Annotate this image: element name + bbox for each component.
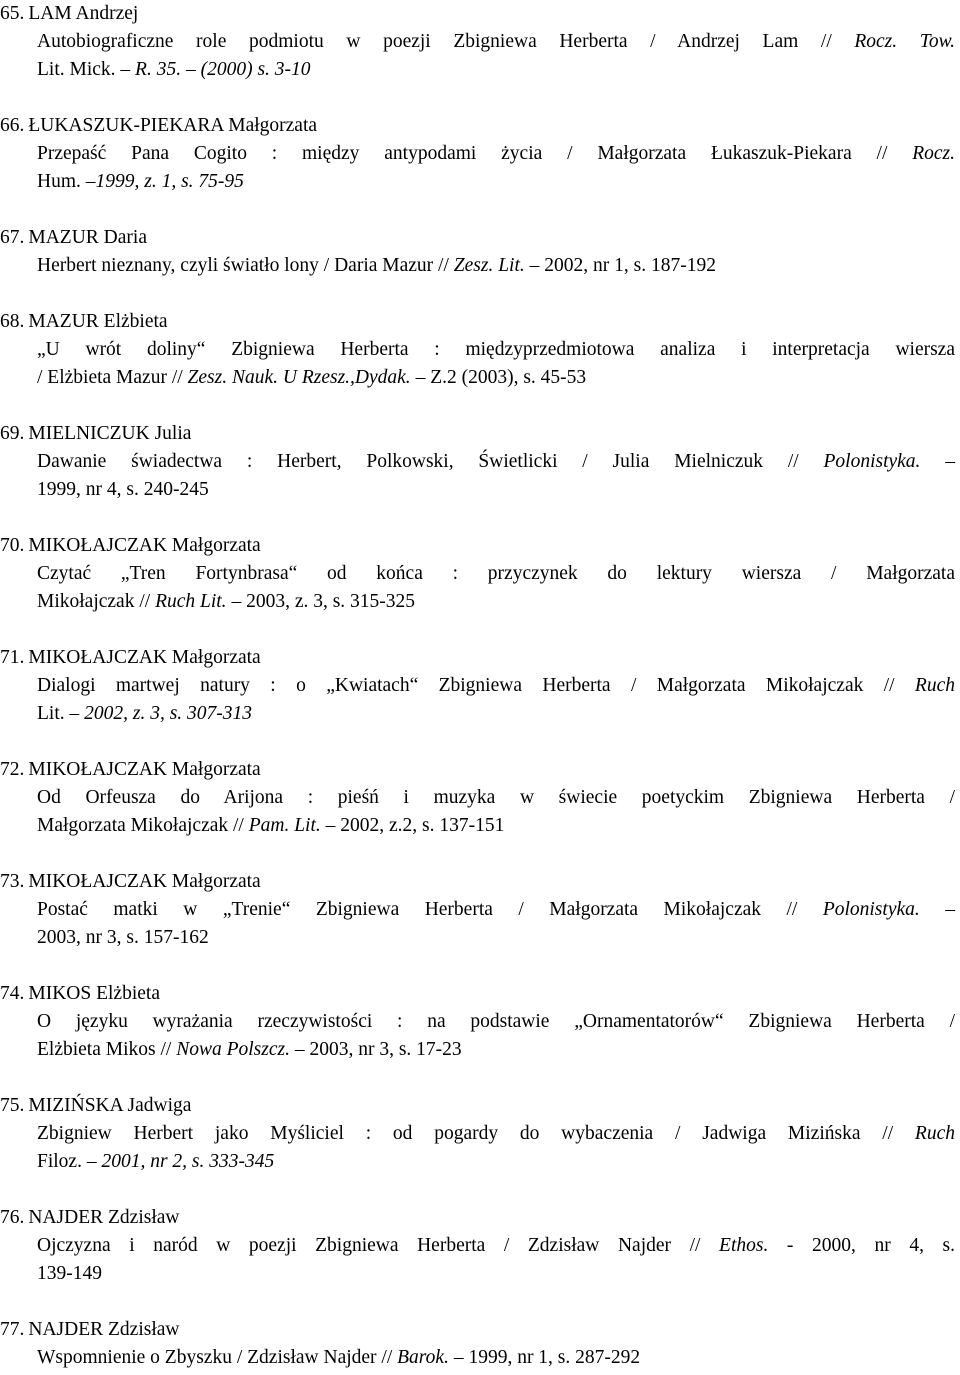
entry-text: – 2003, nr 3, s. 17-23 <box>289 1039 462 1060</box>
entry-text: Wspomnienie o Zbyszku / Zdzisław Najder // <box>37 1347 398 1368</box>
journal-title: –1999, z. 1, s. 75-95 <box>80 171 244 192</box>
entry-text: – 2002, z.2, s. 137-151 <box>320 815 505 836</box>
entry-text: – Z.2 (2003), s. 45-53 <box>410 367 587 388</box>
entry-number: 75. <box>0 1095 25 1116</box>
journal-title: Zesz. Lit. <box>453 255 525 276</box>
entry-line <box>37 784 955 812</box>
entry-text: / Elżbieta Mazur // <box>37 367 188 388</box>
entry-text: – 2003, z. 3, s. 315-325 <box>226 591 416 612</box>
entry-text: „U wrót doliny“ Zbigniewa Herberta : międzyprzedmiotowa analiza i interpretacja wiersza <box>37 339 955 360</box>
entry-line <box>37 56 955 84</box>
entry-description <box>37 784 955 840</box>
entry-description <box>37 1232 955 1288</box>
journal-title: – R. 35. – (2000) s. 3-10 <box>115 59 311 80</box>
entry-text: Herbert nieznany, czyli światło lony / Daria Mazur // <box>37 255 454 276</box>
entry-line <box>37 1232 955 1260</box>
entry-author: NAJDER Zdzisław <box>28 1207 180 1228</box>
entry-heading <box>0 308 168 336</box>
entry-heading <box>0 1092 191 1120</box>
entry-line <box>37 28 955 56</box>
entry-heading <box>0 224 147 252</box>
entry-description <box>37 1120 955 1176</box>
entry-text: Od Orfeusza do Arijona : pieśń i muzyka w świecie poetyckim Zbigniewa Herberta / <box>37 787 955 808</box>
entry-text: Autobiograficzne role podmiotu w poezji Zbigniewa Herberta / Andrzej Lam // <box>37 31 855 52</box>
entry-text: 139-149 <box>37 1263 102 1284</box>
entry-number: 66. <box>0 115 25 136</box>
entry-heading <box>0 756 261 784</box>
entry-author: MIKOŁAJCZAK Małgorzata <box>28 871 261 892</box>
entry-author: LAM Andrzej <box>28 3 139 24</box>
journal-title: Ruch <box>914 675 955 696</box>
entry-text: Zbigniew Herbert jako Myśliciel : od pogardy do wybaczenia / Jadwiga Mizińska // <box>37 1123 915 1144</box>
entry-number: 68. <box>0 311 25 332</box>
entry-line <box>37 1120 955 1148</box>
entry-number: 74. <box>0 983 25 1004</box>
entry-author: MAZUR Daria <box>28 227 147 248</box>
entry-line <box>37 168 955 196</box>
entry-number: 73. <box>0 871 25 892</box>
entry-heading <box>0 980 160 1008</box>
entry-text: Lit. <box>37 703 65 724</box>
journal-title: Pam. Lit. <box>248 815 321 836</box>
entry-heading <box>0 644 261 672</box>
entry-author: ŁUKASZUK-PIEKARA Małgorzata <box>28 115 318 136</box>
entry-text: – <box>920 451 956 472</box>
journal-title: Polonistyka. <box>822 899 920 920</box>
entry-description <box>37 252 955 280</box>
journal-title: Ruch <box>914 1123 955 1144</box>
entry-line <box>37 140 955 168</box>
entry-description <box>37 1008 955 1064</box>
entry-heading <box>0 868 261 896</box>
entry-description <box>37 140 955 196</box>
journal-title: Nowa Polszcz. <box>176 1039 290 1060</box>
entry-description <box>37 448 955 504</box>
journal-title: – 2001, nr 2, s. 333-345 <box>81 1151 275 1172</box>
journal-title: Barok. <box>397 1347 449 1368</box>
journal-title: Ruch Lit. <box>155 591 227 612</box>
entry-line <box>37 1148 955 1176</box>
entry-text: 1999, nr 4, s. 240-245 <box>37 479 209 500</box>
entry-text: Filoz. <box>37 1151 82 1172</box>
entry-author: MIKOS Elżbieta <box>28 983 160 1004</box>
entry-number: 69. <box>0 423 25 444</box>
journal-title: Polonistyka. <box>823 451 921 472</box>
entry-author: MIKOŁAJCZAK Małgorzata <box>28 535 261 556</box>
entry-text: Dialogi martwej natury : o „Kwiatach“ Zbigniewa Herberta / Małgorzata Mikołajczak // <box>37 675 915 696</box>
entry-heading <box>0 1316 179 1344</box>
entry-text: – 2002, nr 1, s. 187-192 <box>524 255 716 276</box>
entry-number: 72. <box>0 759 25 780</box>
entry-line <box>37 672 955 700</box>
entry-text: Ojczyzna i naród w poezji Zbigniewa Herberta / Zdzisław Najder // <box>37 1235 720 1256</box>
entry-line <box>37 1008 955 1036</box>
entry-number: 77. <box>0 1319 25 1340</box>
entry-text: O języku wyrażania rzeczywistości : na podstawie „Ornamentatorów“ Zbigniewa Herberta / <box>37 1011 955 1032</box>
entry-line <box>37 252 955 280</box>
journal-title: Rocz. Tow. <box>854 31 955 52</box>
entry-text: Lit. Mick. <box>37 59 116 80</box>
entry-text: Postać matki w „Trenie“ Zbigniewa Herberta / Małgorzata Mikołajczak // <box>37 899 823 920</box>
journal-title: Zesz. Nauk. U Rzesz.,Dydak. <box>187 367 411 388</box>
entry-author: MIKOŁAJCZAK Małgorzata <box>28 759 261 780</box>
entry-author: NAJDER Zdzisław <box>28 1319 180 1340</box>
entry-description <box>37 896 955 952</box>
entry-line <box>37 476 955 504</box>
entry-line <box>37 924 955 952</box>
entry-text: Dawanie świadectwa : Herbert, Polkowski, Świetlicki / Julia Mielniczuk // <box>37 451 824 472</box>
entry-line <box>37 896 955 924</box>
entry-number: 67. <box>0 227 25 248</box>
entry-text: – 1999, nr 1, s. 287-292 <box>448 1347 641 1368</box>
entry-line <box>37 560 955 588</box>
entry-heading <box>0 0 138 28</box>
entry-description <box>37 672 955 728</box>
entry-description <box>37 1344 955 1372</box>
entry-text: Przepaść Pana Cogito : między antypodami życia / Małgorzata Łukaszuk-Piekara // <box>37 143 913 164</box>
entry-description <box>37 336 955 392</box>
entry-line <box>37 336 955 364</box>
entry-author: MIKOŁAJCZAK Małgorzata <box>28 647 261 668</box>
entry-text: Czytać „Tren Fortynbrasa“ od końca : przyczynek do lektury wiersza / Małgorzata <box>37 563 955 584</box>
entry-text: Małgorzata Mikołajczak // <box>37 815 249 836</box>
entry-line <box>37 812 955 840</box>
entry-line <box>37 1260 955 1288</box>
entry-heading <box>0 532 261 560</box>
entry-heading <box>0 112 317 140</box>
entry-author: MIELNICZUK Julia <box>28 423 192 444</box>
entry-line <box>37 448 955 476</box>
entry-number: 70. <box>0 535 25 556</box>
entry-text: Mikołajczak // <box>37 591 156 612</box>
entry-author: MAZUR Elżbieta <box>28 311 168 332</box>
entry-number: 71. <box>0 647 25 668</box>
entry-description <box>37 28 955 84</box>
entry-author: MIZIŃSKA Jadwiga <box>28 1095 192 1116</box>
entry-number: 65. <box>0 3 25 24</box>
entry-line <box>37 700 955 728</box>
entry-number: 76. <box>0 1207 25 1228</box>
entry-text: 2003, nr 3, s. 157-162 <box>37 927 209 948</box>
entry-heading <box>0 1204 179 1232</box>
entry-text: – <box>919 899 955 920</box>
entry-heading <box>0 420 191 448</box>
entry-description <box>37 560 955 616</box>
journal-title: Rocz. <box>912 143 955 164</box>
entry-line <box>37 588 955 616</box>
journal-title: – 2002, z. 3, s. 307-313 <box>64 703 253 724</box>
entry-line <box>37 1344 955 1372</box>
entry-line <box>37 1036 955 1064</box>
journal-title: Ethos. <box>719 1235 769 1256</box>
entry-text: Hum. <box>37 171 81 192</box>
entry-line <box>37 364 955 392</box>
entry-text: Elżbieta Mikos // <box>37 1039 177 1060</box>
entry-text: - 2000, nr 4, s. <box>768 1235 955 1256</box>
